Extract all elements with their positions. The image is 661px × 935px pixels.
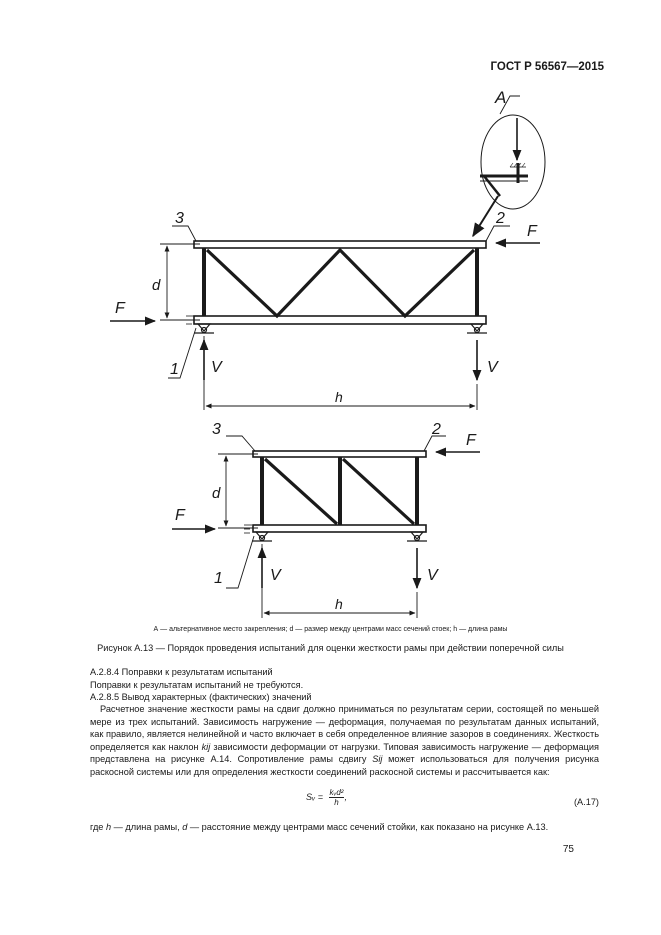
lower-label-f-right: F — [466, 432, 476, 449]
detail-a-callout — [473, 96, 545, 236]
upper-label-3: 3 — [175, 210, 184, 227]
figure-legend: А — альтернативное место закрепления; d — размер между центрами масс сечений стоек; h — длина рамы — [153, 626, 508, 633]
upper-label-1: 1 — [170, 361, 179, 378]
lower-label-f-left: F — [175, 507, 185, 524]
paragraph-part-1: Расчетное значение жесткости рамы на сдвиг должно приниматься по результатам серии, состоящей по меньшей мере из трех испытаний. Зависимость нагружение — деформация, получаемая по результатам данных испытаний, как правило, является нелинейной и часто включает в себя определенное влияние зазоров в соединениях. Жесткость определяется как наклон — [90, 704, 599, 752]
standard-header: ГОСТ Р 56567—2015 — [490, 61, 604, 73]
upper-dimension-d — [160, 244, 200, 320]
lower-leader-2 — [424, 436, 446, 451]
symbol-kij: kij — [201, 741, 211, 752]
upper-label-f-right: F — [527, 223, 537, 240]
lower-label-2: 2 — [432, 421, 441, 438]
upper-label-f-left: F — [115, 300, 125, 317]
upper-frame — [194, 241, 487, 333]
page-number: 75 — [562, 844, 574, 855]
formula-trail: , — [344, 791, 347, 802]
lower-label-h: h — [335, 596, 343, 612]
lower-frame — [244, 451, 427, 541]
lower-dimension-d — [218, 454, 258, 528]
where-c: — расстояние между центрами масс сечений стойки, как показано на рисунке А.13. — [187, 822, 549, 832]
upper-label-2: 2 — [496, 210, 505, 227]
symbol-sij: Sij — [372, 754, 383, 764]
lower-label-1: 1 — [214, 570, 223, 587]
section-a285-heading: А.2.8.5 Вывод характерных (фактических) значений — [90, 692, 312, 702]
upper-label-v-left: V — [211, 359, 222, 376]
upper-label-d: d — [152, 277, 161, 294]
upper-leader-3 — [172, 226, 196, 241]
paragraph-part-2: зависимости деформации от нагрузки. Типовая зависимость нагружение — деформация представлена на рисунке А.14. Сопротивление рамы сдвигу — [90, 741, 600, 764]
where-b: — длина рамы, — [111, 822, 183, 832]
where-line — [90, 822, 548, 832]
formula-lhs: Sᵥ — [306, 791, 316, 802]
lower-label-v-right: V — [427, 567, 438, 584]
body-paragraph — [90, 703, 599, 778]
paragraph-part-3: может использоваться для получения рисунка раскосной системы или для определения жесткости соединений раскосной системы и рассчитывается как: — [90, 754, 599, 777]
upper-leader-2 — [486, 226, 510, 241]
where-d: d — [182, 822, 188, 832]
upper-label-h: h — [335, 389, 343, 405]
formula-a17: Sᵥ = $\frac{\text{kᵥd²}}{h}$ , — [306, 788, 347, 807]
where-h: h — [105, 822, 112, 832]
lower-label-v-left: V — [270, 567, 281, 584]
corrections-note: Поправки к результатам испытаний не требуются. — [90, 680, 304, 690]
where-a: где — [90, 822, 106, 832]
figure-caption: Рисунок А.13 — Порядок проведения испытаний для оценки жесткости рамы при действии поперечной силы — [97, 643, 564, 653]
lower-leader-1 — [226, 536, 254, 588]
detail-a-label: A — [495, 88, 507, 107]
lower-label-d: d — [212, 485, 221, 502]
formula-number: (А.17) — [573, 797, 599, 807]
section-a284-title: А.2.8.4 Поправки к результатам испытаний — [90, 667, 273, 677]
formula-fraction — [329, 788, 345, 807]
lower-label-3: 3 — [212, 421, 221, 438]
lower-leader-3 — [226, 436, 255, 451]
section-a284-heading — [90, 666, 599, 679]
formula-denominator: h — [334, 798, 339, 807]
upper-label-v-right: V — [487, 359, 498, 376]
formula-numerator: kᵥd² — [329, 788, 344, 797]
